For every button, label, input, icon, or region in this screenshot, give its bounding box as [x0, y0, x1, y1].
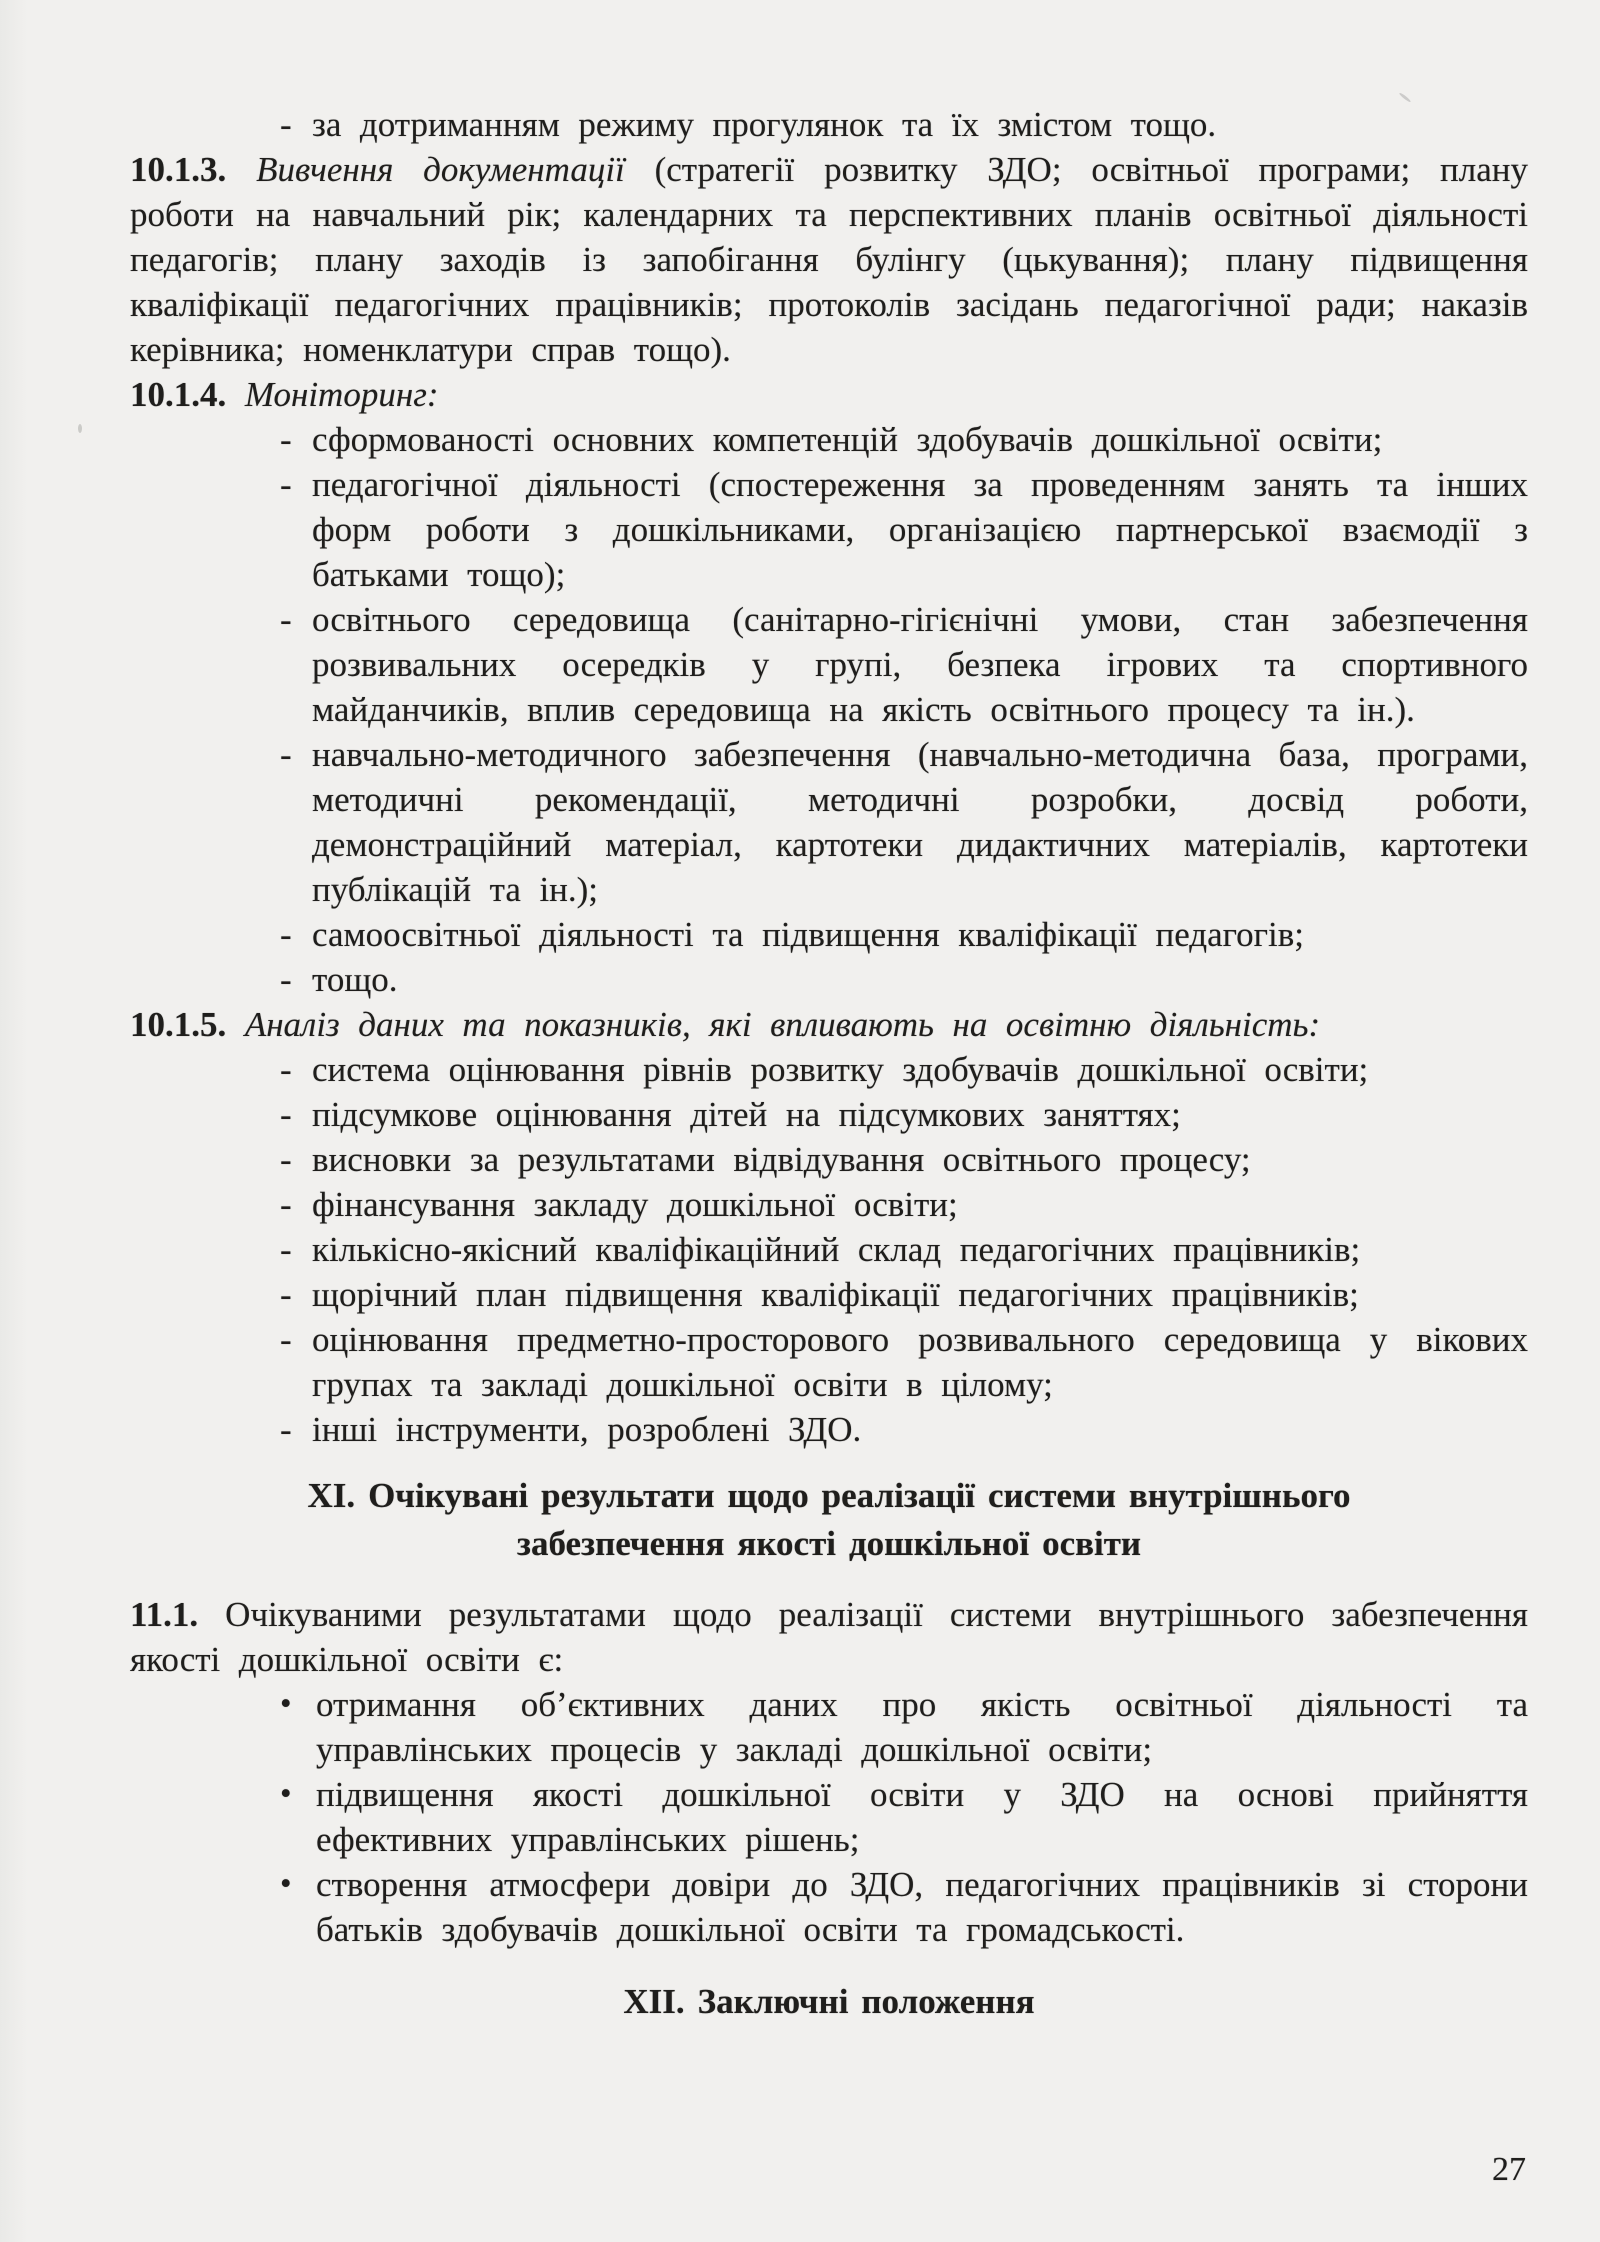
dash-marker: - — [280, 1275, 292, 1314]
list-item-text: самоосвітньої діяльності та підвищення кваліфікації педагогів; — [312, 915, 1304, 954]
list-item — [280, 462, 1528, 597]
section-heading-xi — [170, 1472, 1488, 1568]
list-item-text: створення атмосфери довіри до ЗДО, педагогічних працівників зі сторони батьків здобувачів дошкільної освіти та громадськості. — [316, 1865, 1528, 1949]
list-item-text: підсумкове оцінювання дітей на підсумкових заняттях; — [312, 1095, 1181, 1134]
clause-number: 11.1. — [130, 1595, 199, 1634]
list-item — [280, 912, 1528, 957]
list-item — [280, 1317, 1528, 1407]
document-body — [130, 102, 1528, 2050]
list-item — [280, 1047, 1528, 1092]
list-item — [280, 1092, 1528, 1137]
clause-number: 10.1.4. — [130, 375, 227, 414]
list-item — [280, 417, 1528, 462]
list-item-text: щорічний план підвищення кваліфікації педагогічних працівників; — [312, 1275, 1359, 1314]
list-item — [280, 1772, 1528, 1862]
dash-marker: - — [280, 1320, 292, 1359]
heading-line: забезпечення якості дошкільної освіти — [516, 1524, 1142, 1563]
dash-marker: - — [280, 420, 292, 459]
clause-title: Аналіз даних та показників, які впливають на освітню діяльність: — [244, 1005, 1321, 1044]
dash-marker: - — [280, 1095, 292, 1134]
list-item-text: за дотриманням режиму прогулянок та їх змістом тощо. — [312, 105, 1217, 144]
bullet-marker: • — [280, 1776, 292, 1812]
list-item — [280, 1682, 1528, 1772]
list-item — [280, 597, 1528, 732]
dash-marker: - — [280, 1410, 292, 1449]
clause-11-1 — [130, 1592, 1528, 1682]
bullet-marker: • — [280, 1866, 292, 1902]
dash-marker: - — [280, 735, 292, 774]
list-item-text: висновки за результатами відвідування освітнього процесу; — [312, 1140, 1251, 1179]
clause-10-1-3 — [130, 147, 1528, 372]
section-heading-xii: XII. Заключні положення — [623, 1982, 1035, 2021]
analysis-list — [130, 1047, 1528, 1452]
dash-marker: - — [280, 600, 292, 639]
clause-title: Моніторинг: — [244, 375, 439, 414]
dash-marker: - — [280, 1140, 292, 1179]
dash-marker: - — [280, 465, 292, 504]
list-item — [280, 1227, 1528, 1272]
list-item-text: фінансування закладу дошкільної освіти; — [312, 1185, 958, 1224]
list-item-text: освітнього середовища (санітарно-гігієнічні умови, стан забезпечення розвивальних осередків у групі, безпека ігрових та спортивного майданчиків, вплив середовища на якість освітнього процесу та ін.). — [312, 600, 1528, 729]
clause-number: 10.1.3. — [130, 150, 227, 189]
list-item-text: отримання об’єктивних даних про якість освітньої діяльності та управлінських процесів у закладі дошкільної освіти; — [316, 1685, 1528, 1769]
list-item-text: кількісно-якісний кваліфікаційний склад педагогічних працівників; — [312, 1230, 1361, 1269]
clause-number: 10.1.5. — [130, 1005, 227, 1044]
list-item-supervision — [280, 102, 1528, 147]
dash-marker: - — [280, 105, 292, 144]
clause-title: Вивчення документації — [256, 150, 625, 189]
clause-10-1-5 — [130, 1002, 1528, 1047]
list-item-text: підвищення якості дошкільної освіти у ЗДО на основі прийняття ефективних управлінських рішень; — [316, 1775, 1528, 1859]
clause-10-1-4 — [130, 372, 1528, 417]
dash-marker: - — [280, 1230, 292, 1269]
list-item-text: педагогічної діяльності (спостереження за проведенням занять та інших форм роботи з дошкільниками, організацією партнерської взаємодії з батьками тощо); — [312, 465, 1528, 594]
list-item-text: сформованості основних компетенцій здобувачів дошкільної освіти; — [312, 420, 1383, 459]
clause-body: Очікуваними результатами щодо реалізації системи внутрішнього забезпечення якості дошкільної освіти є: — [130, 1595, 1528, 1679]
clause-body: (стратегії розвитку ЗДО; освітньої програми; плану роботи на навчальний рік; календарних та перспективних планів освітньої діяльності педагогів; плану заходів із запобігання булінгу (цькування); плану підвищення кваліфікації педагогічних працівників; протоколів засідань педагогічної ради; наказів керівника; номенклатури справ тощо). — [130, 150, 1528, 369]
dash-marker: - — [280, 915, 292, 954]
dash-marker: - — [280, 1185, 292, 1224]
list-item — [280, 1182, 1528, 1227]
heading-line: XI. Очікувані результати щодо реалізації системи внутрішнього — [307, 1476, 1351, 1515]
scan-speckle — [78, 424, 82, 433]
list-item — [280, 957, 1528, 1002]
dash-marker: - — [280, 960, 292, 999]
results-list — [130, 1682, 1528, 1952]
list-item — [280, 1137, 1528, 1182]
list-item — [280, 1407, 1528, 1452]
monitoring-list — [130, 417, 1528, 1002]
dash-marker: - — [280, 1050, 292, 1089]
list-item-text: навчально-методичного забезпечення (навчально-методична база, програми, методичні рекомендації, методичні розробки, досвід роботи, демонстраційний матеріал, картотеки дидактичних матеріалів, картотеки публікацій та ін.); — [312, 735, 1528, 909]
bullet-marker: • — [280, 1686, 292, 1722]
list-item — [280, 732, 1528, 912]
list-item-text: система оцінювання рівнів розвитку здобувачів дошкільної освіти; — [312, 1050, 1369, 1089]
list-item-text: тощо. — [312, 960, 398, 999]
list-item-text: інші інструменти, розроблені ЗДО. — [312, 1410, 862, 1449]
page-number: 27 — [1492, 2151, 1526, 2188]
list-item — [280, 1862, 1528, 1952]
list-item-text: оцінювання предметно-просторового розвивального середовища у вікових групах та закладі дошкільної освіти в цілому; — [312, 1320, 1528, 1404]
list-item — [280, 1272, 1528, 1317]
